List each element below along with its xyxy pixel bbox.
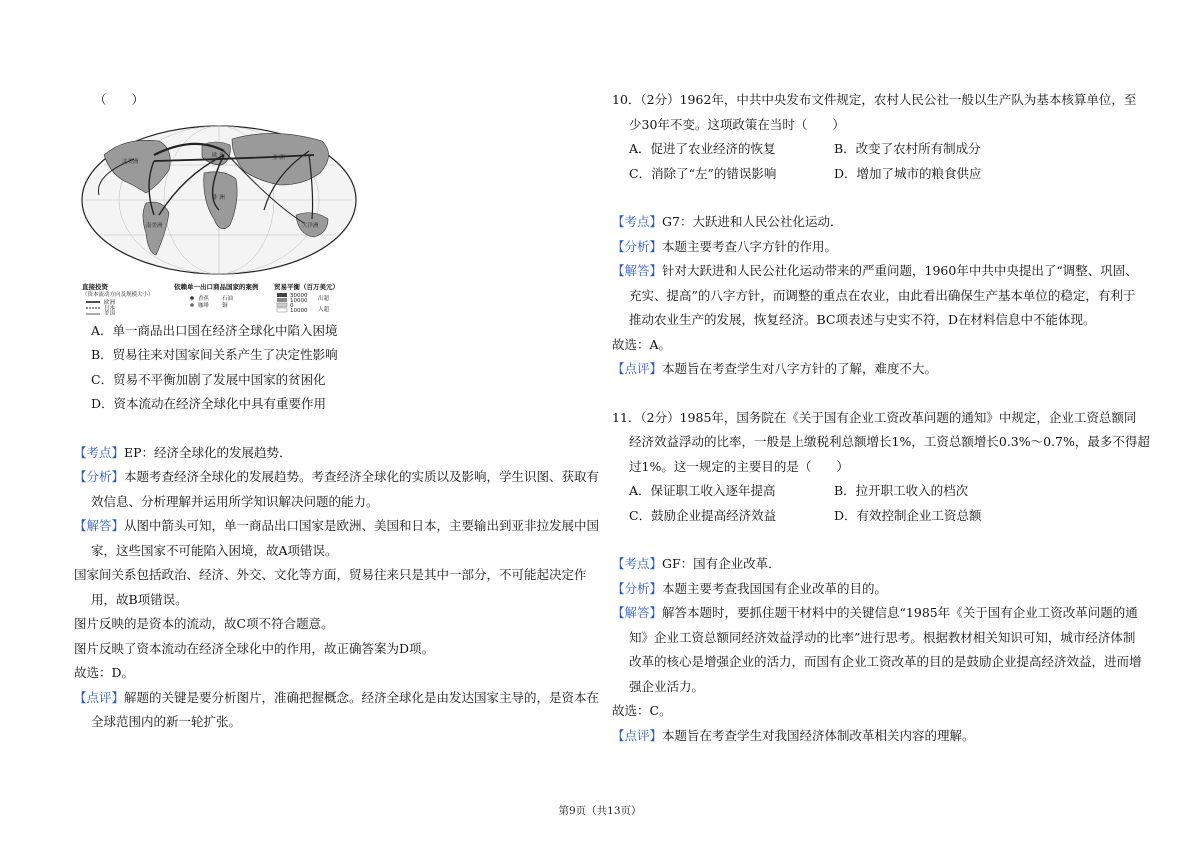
q10-kaodian <box>612 210 1142 235</box>
q10-jieda-text-3: 推动农业生产的发展，恢复经济。BC项表述与史实不符，D在材料信息中不能体现。 <box>629 312 1096 327</box>
q9-fenxi-text-2: 效信息、分析理解并运用所学知识解决问题的能力。 <box>91 493 379 509</box>
legend-trade-10000a: 10000 <box>290 297 308 304</box>
q9-jieda-tag: 【解答】 <box>74 518 125 533</box>
legend-trade-0: 0 <box>290 302 294 309</box>
q11-fenxi <box>612 577 1142 602</box>
q10-dianping-text: 本题旨在考查学生对八字方针的了解，难度不大。 <box>662 361 938 376</box>
q11-stem-1: 11．（2分）1985年，国务院在《关于国有企业工资改革问题的通知》中规定，企业工资总额同 <box>612 409 1137 425</box>
q10-jieda-text-2: 充实、提高”的八字方针，而调整的重点在农业，由此看出确保生产基本单位的稳定，有利于 <box>629 287 1136 303</box>
q9-jieda-text-3: 国家间关系包括政治、经济、外交、文化等方面，贸易往来只是其中一部分，不可能起决定作 <box>74 567 587 582</box>
legend-surplus: 出超 <box>318 295 330 302</box>
q9-dianping <box>74 686 600 711</box>
world-map-svg <box>74 115 364 315</box>
q9-option-d: D．资本流动在经济全球化中具有重要作用 <box>91 396 327 411</box>
q11-answer: 故选：C。 <box>612 703 672 718</box>
map-label-africa: 非 洲 <box>212 194 225 201</box>
q10-option-b: B．改变了农村所有制成分 <box>834 141 981 156</box>
q11-options-row-1 <box>612 479 1142 504</box>
q11-dianping <box>612 724 1142 749</box>
legend-capital-title: 直接投资 <box>82 282 108 291</box>
q9-dianping-text-2: 全球范围内的新一轮扩张。 <box>91 714 242 729</box>
q10-kaodian-text: G7：大跃进和人民公社化运动． <box>662 214 843 229</box>
map-label-namerica: 北美洲 <box>122 158 139 165</box>
q9-paren: （ ） <box>94 92 145 107</box>
q9-option-b: B．贸易往来对国家间关系产生了决定性影响 <box>91 347 338 362</box>
q11-option-d: D．有效控制企业工资总额 <box>834 507 982 523</box>
q9-fenxi-tag: 【分析】 <box>74 469 125 484</box>
legend-swatch-4 <box>277 308 287 312</box>
legend-japan: 日本 <box>104 305 116 312</box>
legend-swatch-1 <box>277 293 287 297</box>
q9-jieda-text-6: 图片反映了资本流动在经济全球化中的作用，故正确答案为D项。 <box>74 640 435 656</box>
q10-fenxi-text: 本题主要考查八字方针的作用。 <box>662 238 838 254</box>
legend-banana: 香蕉 <box>198 295 210 302</box>
q9-kaodian <box>74 441 594 466</box>
q9-dianping-text-1: 解题的关键是要分析图片，准确把握概念。经济全球化是由发达国家主导的，是资本在 <box>124 689 600 705</box>
q10-option-a: A．促进了农业经济的恢复 <box>629 141 776 156</box>
legend-swatch-3 <box>277 303 287 307</box>
map-legend <box>82 282 339 315</box>
q9-jieda-text-4: 用，故B项错误。 <box>91 591 188 607</box>
q11-option-c: C．鼓励企业提高经济效益 <box>629 507 777 523</box>
q11-jieda-text-4: 强企业活力。 <box>629 678 705 694</box>
q11-kaodian-tag: 【考点】 <box>612 556 663 571</box>
map-label-australia: 大洋洲 <box>302 222 319 229</box>
q9-dianping-tag: 【点评】 <box>74 689 125 705</box>
q10-stem-1: 10．（2分）1962年，中共中央发布文件规定，农村人民公社一般以生产队为基本核算单位，至 <box>612 92 1137 107</box>
q9-jieda <box>74 514 600 539</box>
q11-stem-2: 经济效益浮动的比率，一般是上缴税利总额增长1%，工资总额增长0.3%～0.7%，最多不得超 <box>629 434 1150 449</box>
q11-option-a: A．保证职工收入逐年提高 <box>629 483 776 498</box>
right-column <box>612 88 1150 748</box>
legend-swatch-2 <box>277 298 287 302</box>
legend-usa: 美国 <box>104 310 116 315</box>
legend-copper: 铜 <box>222 302 228 309</box>
q9-option-c: C．贸易不平衡加剧了发展中国家的贫困化 <box>91 371 326 387</box>
legend-deficit: 入超 <box>318 306 330 313</box>
page-footer: 第9页（共13页） <box>558 805 642 817</box>
q11-jieda-text-3: 改革的核心是增强企业的活力，而国有企业工资改革的目的是鼓励企业提高经济效益，进而增 <box>629 654 1142 669</box>
q10-answer: 故选：A。 <box>612 336 672 352</box>
q10-jieda-text-1: 针对大跃进和人民公社化运动带来的严重问题，1960年中共中央提出了“调整、巩固、 <box>662 263 1138 278</box>
q11-jieda-text-1: 解答本题时，要抓住题干材料中的关键信息“1985年《关于国有企业工资改革问题的通 <box>662 605 1138 620</box>
q10-option-c: C．消除了“左”的错误影响 <box>629 165 777 181</box>
legend-coffee: 咖啡 <box>198 302 210 309</box>
map-label-asia: 亚 洲 <box>272 154 285 161</box>
q10-options-row-2 <box>612 162 1142 187</box>
q10-stem-2: 少30年不变。这项政策在当时（ ） <box>629 116 845 132</box>
q9-option-a: A．单一商品出口国在经济全球化中陷入困境 <box>91 322 338 338</box>
q9-fenxi-text-1: 本题考查经济全球化的发展趋势。考查经济全球化的实质以及影响，学生识图、获取有 <box>124 469 600 484</box>
q10-dianping <box>612 357 1142 382</box>
q9-kaodian-tag: 【考点】 <box>74 444 125 460</box>
q10-dianping-tag: 【点评】 <box>612 361 663 376</box>
q10-options-row-1 <box>612 137 1142 162</box>
legend-banana-mark <box>190 296 194 300</box>
map-label-samerica: 南美洲 <box>146 222 163 229</box>
q9-jieda-text-5: 图片反映的是资本的流动，故C项不符合题意。 <box>74 616 334 631</box>
q11-jieda <box>612 601 1142 626</box>
q10-jieda <box>612 259 1142 284</box>
legend-trade-30000: 30000 <box>290 292 308 299</box>
q11-dianping-text: 本题旨在考查学生对我国经济体制改革相关内容的理解。 <box>662 727 975 743</box>
q11-option-b: B．拉开职工收入的档次 <box>834 483 969 498</box>
legend-capital-sub: （资本流动方向及规模大小） <box>82 291 154 298</box>
q10-kaodian-tag: 【考点】 <box>612 214 663 229</box>
legend-coffee-mark <box>190 303 194 307</box>
q11-dianping-tag: 【点评】 <box>612 727 663 743</box>
q9-kaodian-text: EP：经济全球化的发展趋势． <box>124 444 292 460</box>
q10-option-d: D．增加了城市的粮食供应 <box>834 165 982 181</box>
q9-jieda-text-1: 从图中箭头可知，单一商品出口国家是欧洲、美国和日本，主要输出到亚非拉发展中国 <box>124 518 600 533</box>
legend-trade-10000b: 10000 <box>290 307 308 314</box>
left-column <box>74 88 600 735</box>
q11-stem-3: 过1%。这一规定的主要目的是（ ） <box>629 458 849 474</box>
q11-options-row-2 <box>612 504 1142 529</box>
q11-fenxi-text: 本题主要考查我国国有企业改革的目的。 <box>662 580 888 596</box>
q9-fenxi <box>74 465 600 490</box>
legend-oil: 石油 <box>222 295 234 302</box>
map-label-europe: 欧 洲 <box>212 152 225 159</box>
q11-jieda-text-2: 知》企业工资总额同经济效益浮动的比率”进行思考。根据教材相关知识可知，城市经济体制 <box>629 629 1136 645</box>
q11-jieda-tag: 【解答】 <box>612 605 663 620</box>
q10-jieda-tag: 【解答】 <box>612 263 663 278</box>
q9-answer: 故选：D。 <box>74 665 135 680</box>
legend-export-title: 依赖单一出口商品国家的案例 <box>174 282 259 291</box>
legend-trade-title: 贸易平衡（百万美元） <box>274 282 339 291</box>
q11-kaodian <box>612 552 1142 577</box>
q11-fenxi-tag: 【分析】 <box>612 580 663 596</box>
legend-europe: 欧洲 <box>104 299 116 306</box>
q10-fenxi <box>612 235 1142 260</box>
q9-jieda-text-2: 家，这些国家不可能陷入困境，故A项错误。 <box>91 542 338 558</box>
q10-fenxi-tag: 【分析】 <box>612 238 663 254</box>
world-map-figure <box>74 115 364 315</box>
q11-kaodian-text: GF：国有企业改革． <box>662 556 781 571</box>
